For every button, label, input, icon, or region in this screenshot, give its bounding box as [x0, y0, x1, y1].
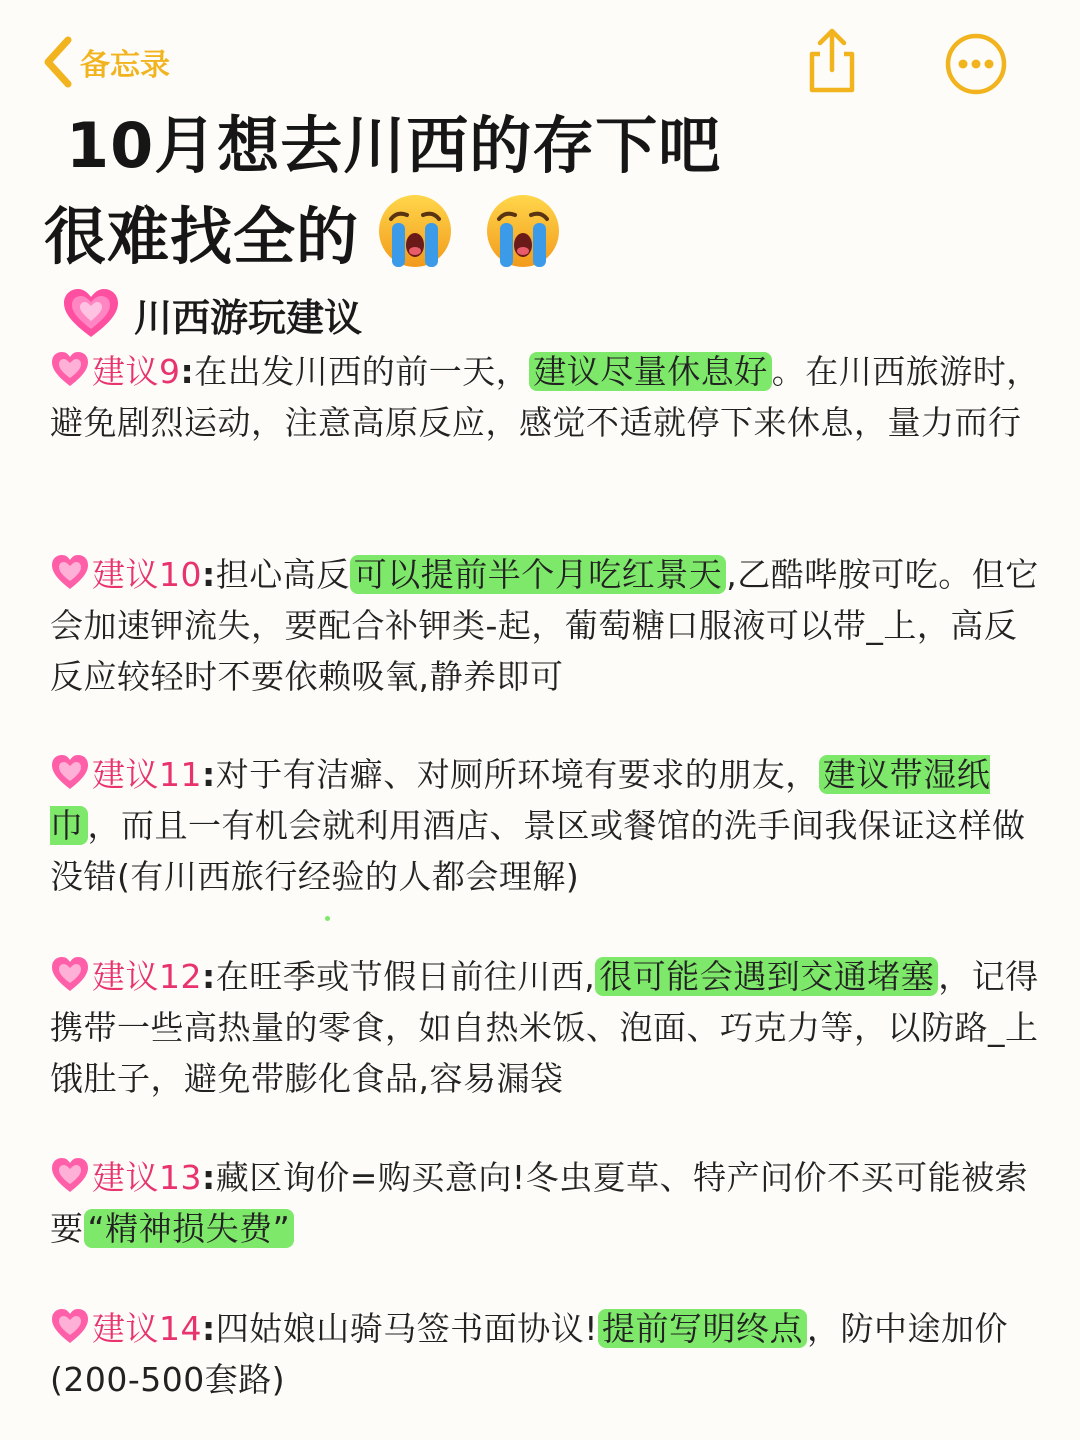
tip-highlight: “精神损失费” — [84, 1209, 295, 1248]
tip-item — [50, 346, 1050, 448]
tip-label: 建议13 — [92, 1158, 202, 1197]
subtitle: 很难找全的 — [44, 199, 360, 273]
tip-highlight: 建议带湿纸巾 — [50, 755, 991, 845]
nav-bar — [0, 0, 1080, 110]
tip-colon: : — [202, 555, 216, 594]
tip-text-end: ，防中途加价(200-500套路) — [50, 1309, 1008, 1399]
more-button[interactable] — [944, 32, 1008, 96]
tip-text: 藏区询价=购买意向!冬虫夏草、特产问价不买可能被索要 — [50, 1158, 1029, 1248]
heart-icon — [50, 351, 90, 389]
tip-text-end: ，而且一有机会就利用酒店、景区或餐馆的洗手间我保证这样做没错(有川西旅行经验的人都会理解) — [50, 806, 1026, 896]
page-title: 10月想去川西的存下吧 — [66, 109, 722, 182]
section-title: 川西游玩建议 — [134, 295, 363, 340]
heart-icon — [50, 554, 90, 592]
tip-colon: : — [202, 1309, 216, 1348]
stray-dot — [325, 916, 330, 921]
tip-text-end: ，记得携带一些高热量的零食，如自热米饭、泡面、巧克力等，以防路_上饿肚子，避免带膨化食品,容易漏袋 — [50, 957, 1039, 1098]
crying-face-icon — [377, 193, 453, 269]
section-header — [62, 286, 362, 342]
crying-face-icon — [485, 193, 561, 269]
more-icon — [944, 32, 1008, 96]
tip-item — [50, 951, 1050, 1104]
tip-label: 建议11 — [92, 755, 202, 794]
back-label: 备忘录 — [80, 48, 170, 83]
tip-label: 建议14 — [92, 1309, 202, 1348]
tip-colon: : — [202, 755, 216, 794]
share-button[interactable] — [800, 26, 864, 96]
share-icon — [800, 26, 864, 96]
heart-icon — [50, 754, 90, 792]
subtitle-row — [44, 190, 561, 272]
tip-text: 担心高反 — [215, 555, 350, 594]
tip-colon: : — [180, 352, 195, 391]
tip-text: 在出发川西的前一天， — [194, 352, 530, 391]
tip-label: 建议9 — [92, 352, 181, 391]
tip-item — [50, 1303, 1050, 1405]
tip-colon: : — [202, 957, 216, 996]
chevron-left-icon — [40, 34, 76, 90]
back-button[interactable] — [40, 34, 170, 90]
tip-text-end: 。在川西旅游时，避免剧烈运动，注意高原反应，感觉不适就停下来休息，量力而行 — [50, 352, 1040, 442]
tip-highlight: 可以提前半个月吃红景天 — [350, 555, 727, 594]
heart-icon — [50, 1157, 90, 1195]
tip-highlight: 建议尽量休息好 — [529, 352, 772, 391]
tip-label: 建议10 — [92, 555, 202, 594]
heart-icon — [50, 956, 90, 994]
tip-label: 建议12 — [92, 957, 202, 996]
tip-text: 在旺季或节假日前往川西, — [215, 957, 596, 996]
tip-text: 对于有洁癖、对厕所环境有要求的朋友， — [215, 755, 819, 794]
tip-text-end: ,乙酷哔胺可吃。但它会加速钾流失，要配合补钾类-起，葡萄糖口服液可以带_上，高反反应较轻时不要依赖吸氧,静养即可 — [50, 555, 1039, 696]
heart-icon — [50, 1308, 90, 1346]
tip-item — [50, 549, 1050, 702]
sparkling-heart-icon — [62, 287, 120, 341]
tip-highlight: 提前写明终点 — [598, 1309, 807, 1348]
tip-highlight: 很可能会遇到交通堵塞 — [595, 957, 938, 996]
tip-item — [50, 1152, 1050, 1254]
tip-text: 四姑娘山骑马签书面协议! — [215, 1309, 598, 1348]
tip-colon: : — [202, 1158, 216, 1197]
tip-item — [50, 749, 1050, 902]
